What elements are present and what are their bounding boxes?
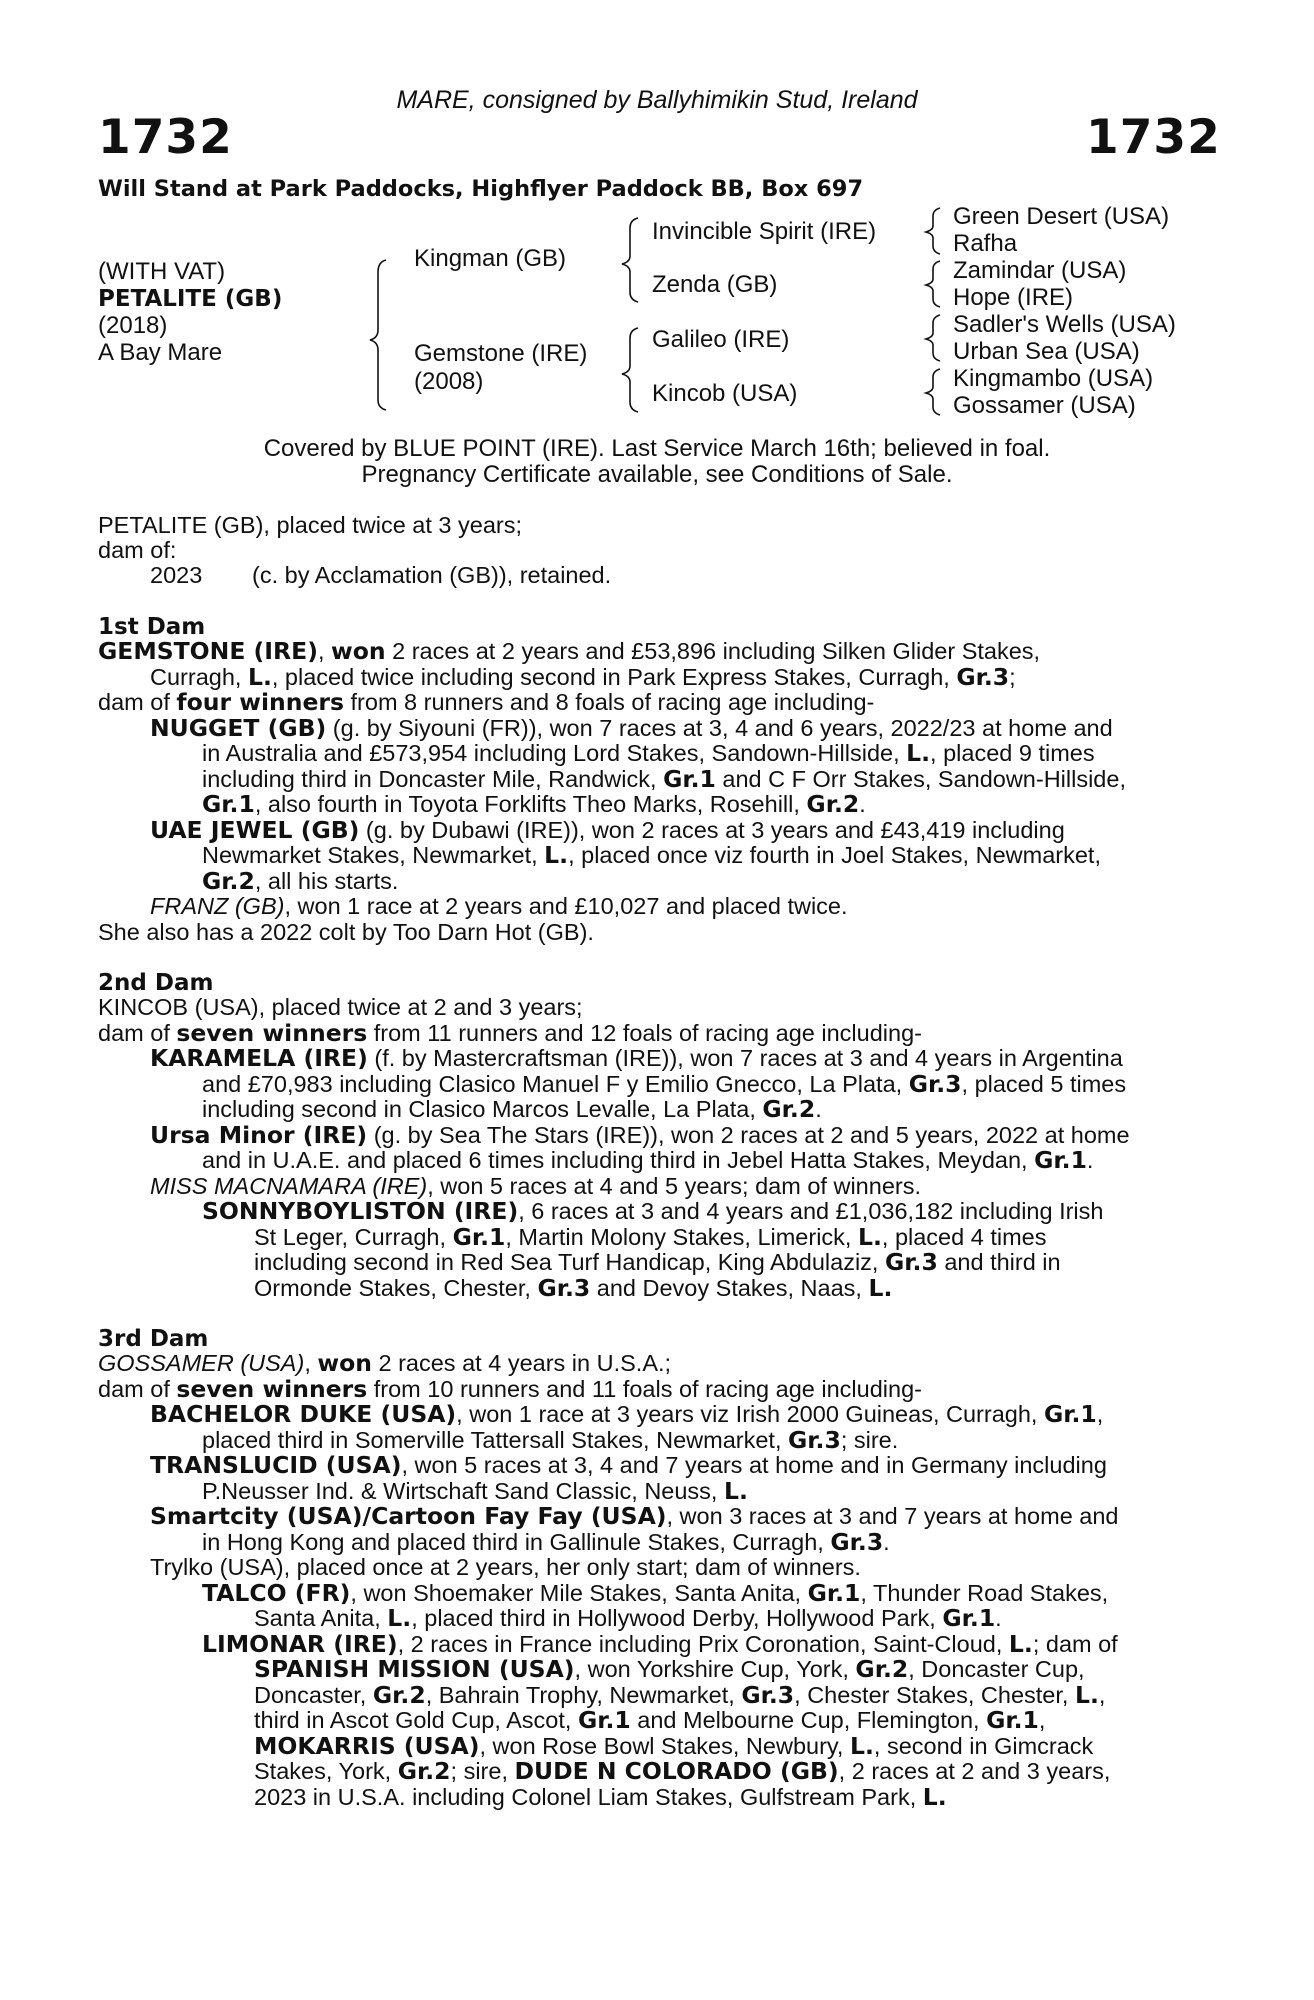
gen4-ancestor: Rafha (953, 230, 1018, 257)
sire: Kingman (GB) (414, 245, 567, 272)
pedigree-text-line: MOKARRIS (USA), won Rose Bowl Stakes, Newbury, L., second in Gimcrack (254, 1731, 1094, 1760)
dam: Gemstone (IRE) (414, 340, 588, 367)
pedigree-text-line: MISS MACNAMARA (IRE), won 5 races at 4 and 5 years; dam of winners. (150, 1172, 921, 1199)
vat-note: (WITH VAT) (98, 258, 226, 285)
pedigree-text-line: SONNYBOYLISTON (IRE), 6 races at 3 and 4 years and £1,036,182 including Irish (202, 1197, 1104, 1225)
gen4-ancestor: Kingmambo (USA) (953, 365, 1154, 392)
stand-location: Will Stand at Park Paddocks, Highflyer Paddock BB, Box 697 (98, 176, 864, 202)
first-dam-text (98, 639, 1204, 945)
pedigree-text-line: LIMONAR (IRE), 2 races in France including Prix Coronation, Saint-Cloud, L.; dam of (202, 1629, 1118, 1658)
consignment-line: MARE, consigned by Ballyhimikin Stud, Ireland (396, 86, 918, 114)
pedigree-text-line: Ursa Minor (IRE) (g. by Sea The Stars (IRE)), won 2 races at 2 and 5 years, 2022 at home (150, 1120, 1130, 1149)
pedigree-text-line: dam of seven winners from 10 runners and 11 foals of racing age including- (98, 1374, 922, 1403)
pedigree-text-line: Doncaster, Gr.2, Bahrain Trophy, Newmarket, Gr.3, Chester Stakes, Chester, L., (254, 1680, 1106, 1709)
pedigree-text-line: Gr.1, also fourth in Toyota Forklifts Theo Marks, Rosehill, Gr.2. (202, 790, 866, 818)
third-dam-heading: 3rd Dam (98, 1326, 209, 1352)
first-dam-heading: 1st Dam (98, 614, 206, 640)
produce-year: 2023 (150, 562, 203, 588)
pedigree-text-line: KINCOB (USA), placed twice at 2 and 3 years; (98, 994, 583, 1020)
pedigree-text-line: SPANISH MISSION (USA), won Yorkshire Cup, York, Gr.2, Doncaster Cup, (254, 1655, 1085, 1683)
pedigree-text-line: dam of four winners from 8 runners and 8 foals of racing age including- (98, 688, 875, 716)
pedigree-text-line: including second in Clasico Marcos Levalle, La Plata, Gr.2. (202, 1095, 822, 1123)
gen4-ancestor: Sadler's Wells (USA) (953, 311, 1176, 338)
pedigree-text-line: third in Ascot Gold Cup, Ascot, Gr.1 and Melbourne Cup, Flemington, Gr.1, (254, 1706, 1046, 1734)
second-dam-heading: 2nd Dam (98, 970, 214, 996)
pedigree-text-line: KARAMELA (IRE) (f. by Mastercraftsman (IRE)), won 7 races at 3 and 4 years in Argentina (150, 1044, 1123, 1072)
pedigree-text-line: Santa Anita, L., placed third in Hollywood Derby, Hollywood Park, Gr.1. (254, 1604, 1002, 1632)
pedigree-text-line: and in U.A.E. and placed 6 times including third in Jebel Hatta Stakes, Meydan, Gr.1. (202, 1146, 1094, 1174)
pedigree-text-line: including second in Red Sea Turf Handicap, King Abdulaziz, Gr.3 and third in (254, 1248, 1061, 1276)
pedigree-text-line: FRANZ (GB), won 1 race at 2 years and £10,027 and placed twice. (150, 893, 848, 919)
pedigree-text-line: in Australia and £573,954 including Lord Stakes, Sandown-Hillside, L., placed 9 times (202, 739, 1095, 767)
third-dam-text (98, 1351, 1204, 1810)
pedigree-text-line: Gr.2, all his starts. (202, 866, 399, 895)
grandsire-paternal: Invincible Spirit (IRE) (652, 218, 877, 245)
grandsire-maternal: Galileo (IRE) (652, 326, 790, 353)
horse-description: A Bay Mare (98, 339, 223, 366)
pedigree-text-line: Trylko (USA), placed once at 2 years, her only start; dam of winners. (150, 1554, 861, 1580)
pedigree-text-line: GEMSTONE (IRE), won 2 races at 2 years and £53,896 including Silken Glider Stakes, (98, 637, 1041, 665)
lot-number-right: 1732 (1086, 110, 1221, 165)
pedigree-text-line: TRANSLUCID (USA), won 5 races at 3, 4 and 7 years at home and in Germany including (150, 1451, 1107, 1479)
produce-foal: (c. by Acclamation (GB)), retained. (252, 562, 612, 588)
gen4-ancestor: Gossamer (USA) (953, 392, 1136, 419)
gen4-ancestor: Hope (IRE) (953, 284, 1074, 311)
horse-name: PETALITE (GB) (98, 286, 283, 312)
gen4-ancestor: Urban Sea (USA) (953, 338, 1140, 365)
pedigree-text-line: BACHELOR DUKE (USA), won 1 race at 3 years viz Irish 2000 Guineas, Curragh, Gr.1, (150, 1400, 1104, 1428)
pedigree-text-line: in Hong Kong and placed third in Gallinule Stakes, Curragh, Gr.3. (202, 1527, 890, 1556)
gen4-ancestor: Green Desert (USA) (953, 203, 1170, 230)
granddam-paternal: Zenda (GB) (652, 271, 778, 298)
pedigree-text-line: Ormonde Stakes, Chester, Gr.3 and Devoy Stakes, Naas, L. (254, 1273, 893, 1302)
pedigree-text-line: Curragh, L., placed twice including second in Park Express Stakes, Curragh, Gr.3; (150, 662, 1016, 691)
pedigree-text-line: Stakes, York, Gr.2; sire, DUDE N COLORADO (GB), 2 races at 2 and 3 years, (254, 1757, 1111, 1785)
dam-year: (2008) (414, 368, 484, 395)
horse-year: (2018) (98, 312, 168, 339)
pregnancy-line: Pregnancy Certificate available, see Conditions of Sale. (361, 461, 953, 488)
pedigree-text-line: Smartcity (USA)/Cartoon Fay Fay (USA), won 3 races at 3 and 7 years at home and (150, 1502, 1119, 1530)
pedigree-text-line: GOSSAMER (USA), won 2 races at 4 years in U.S.A.; (98, 1349, 672, 1377)
pedigree-text-line: NUGGET (GB) (g. by Siyouni (FR)), won 7 races at 3, 4 and 6 years, 2022/23 at home and (150, 713, 1113, 742)
pedigree-text-line: placed third in Somerville Tattersall Stakes, Newmarket, Gr.3; sire. (202, 1425, 899, 1454)
produce-intro: PETALITE (GB), placed twice at 3 years; (98, 512, 523, 538)
pedigree-text-line: dam of seven winners from 11 runners and 12 foals of racing age including- (98, 1018, 922, 1047)
granddam-maternal: Kincob (USA) (652, 380, 798, 407)
pedigree-text-line: TALCO (FR), won Shoemaker Mile Stakes, Santa Anita, Gr.1, Thunder Road Stakes, (202, 1578, 1109, 1607)
pedigree-text-line: St Leger, Curragh, Gr.1, Martin Molony Stakes, Limerick, L., placed 4 times (254, 1222, 1047, 1251)
pedigree-text-line: including third in Doncaster Mile, Randwick, Gr.1 and C F Orr Stakes, Sandown-Hillside, (202, 764, 1126, 793)
pedigree-text-line: She also has a 2022 colt by Too Darn Hot (GB). (98, 918, 594, 945)
second-dam-text (98, 995, 1204, 1301)
pedigree-text-line: and £70,983 including Clasico Manuel F y Emilio Gnecco, La Plata, Gr.3, placed 5 times (202, 1069, 1127, 1098)
pedigree-text-line: Newmarket Stakes, Newmarket, L., placed once viz fourth in Joel Stakes, Newmarket, (202, 841, 1101, 869)
pedigree-text-line: P.Neusser Ind. & Wirtschaft Sand Classic, Neuss, L. (202, 1476, 748, 1505)
pedigree-text-line: UAE JEWEL (GB) (g. by Dubawi (IRE)), won 2 races at 3 years and £43,419 including (150, 815, 1065, 844)
produce-dam-of: dam of: (98, 537, 177, 563)
gen4-ancestor: Zamindar (USA) (953, 257, 1127, 284)
covering-line: Covered by BLUE POINT (IRE). Last Service March 16th; believed in foal. (263, 435, 1051, 462)
lot-number-left: 1732 (98, 110, 233, 165)
pedigree-text-line: 2023 in U.S.A. including Colonel Liam Stakes, Gulfstream Park, L. (254, 1782, 947, 1811)
